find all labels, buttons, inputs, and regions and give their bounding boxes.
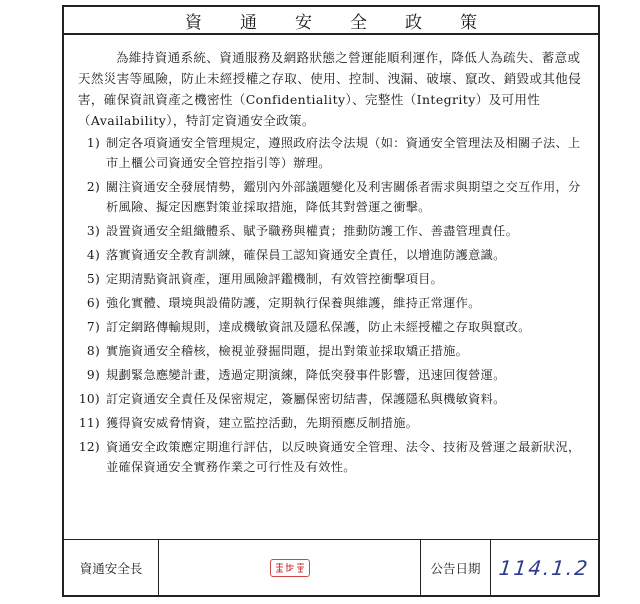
policy-item bbox=[74, 293, 589, 313]
policy-item bbox=[74, 341, 589, 361]
seal-stamp-glyphs bbox=[274, 562, 306, 573]
policy-item bbox=[74, 413, 589, 433]
policy-item-text: 強化實體、環境與設備防護，定期執行保養與維護，維持正常運作。 bbox=[106, 296, 481, 310]
policy-items bbox=[74, 133, 589, 481]
policy-document bbox=[62, 5, 600, 597]
policy-item-number: 10) bbox=[78, 392, 100, 406]
seal-stamp bbox=[270, 559, 310, 577]
policy-item-number: 3) bbox=[86, 224, 100, 238]
policy-item-number: 5) bbox=[86, 272, 100, 286]
policy-item-number: 1) bbox=[86, 136, 100, 150]
date-label: 公告日期 bbox=[430, 560, 481, 576]
document-title: 資通安全政策 bbox=[185, 12, 515, 33]
policy-item-text: 設置資通安全組織體系、賦予職務與權責；推動防護工作、善盡管理責任。 bbox=[106, 224, 519, 238]
policy-item-text: 制定各項資通安全管理規定，遵照政府法令法規（如：資通安全管理法及相關子法、上市上櫃公司資通安全管控指引等）辦理。 bbox=[106, 136, 581, 170]
officer-label-cell bbox=[64, 540, 159, 595]
policy-item-number: 6) bbox=[86, 296, 100, 310]
policy-item-text: 定期清點資訊資產，運用風險評鑑機制，有效管控衝擊項目。 bbox=[106, 272, 444, 286]
announcement-date: 114.1.2 bbox=[498, 555, 591, 580]
policy-body bbox=[64, 35, 598, 540]
policy-item bbox=[74, 133, 589, 173]
policy-item-text: 實施資通安全稽核，檢視並發掘問題，提出對策並採取矯正措施。 bbox=[106, 344, 469, 358]
policy-item-text: 落實資通安全教育訓練，確保員工認知資通安全責任，以增進防護意識。 bbox=[106, 248, 506, 262]
policy-item bbox=[74, 221, 589, 241]
intro-paragraph: 為維持資通系統、資通服務及網路狀態之營運能順利運作，降低人為疏失、蓄意或天然災害等風險，防止未經授權之存取、使用、控制、洩漏、破壞、竄改、銷毀或其他侵害，確保資訊資產之機密性（Confidentiality）、完整性（Integrity）及可用性（Availability），特訂定資通安全政策。 bbox=[78, 50, 582, 128]
policy-item-number: 11) bbox=[78, 416, 100, 430]
policy-item-number: 7) bbox=[86, 320, 100, 334]
policy-item-text: 獲得資安威脅情資，建立監控活動，先期預應反制措施。 bbox=[106, 416, 419, 430]
policy-item-text: 規劃緊急應變計畫，透過定期演練，降低突發事件影響，迅速回復營運。 bbox=[106, 368, 506, 382]
policy-item-number: 4) bbox=[86, 248, 100, 262]
policy-item-number: 2) bbox=[86, 180, 100, 194]
policy-item-text: 訂定網路傳輸規則，達成機敏資訊及隱私保護，防止未經授權之存取與竄改。 bbox=[106, 320, 531, 334]
date-label-cell bbox=[421, 540, 491, 595]
policy-item bbox=[74, 365, 589, 385]
policy-item bbox=[74, 389, 589, 409]
policy-item-text: 資通安全政策應定期進行評估，以反映資通安全管理、法令、技術及營運之最新狀況，並確保資通安全實務作業之可行性及有效性。 bbox=[106, 440, 581, 474]
signature-cell bbox=[159, 540, 421, 595]
policy-item bbox=[74, 317, 589, 337]
title-row bbox=[64, 7, 598, 35]
officer-label: 資通安全長 bbox=[79, 560, 143, 576]
policy-item-number: 9) bbox=[86, 368, 100, 382]
policy-item-text: 訂定資通安全責任及保密規定，簽屬保密切結書，保護隱私與機敏資料。 bbox=[106, 392, 506, 406]
date-cell bbox=[491, 540, 598, 595]
policy-item bbox=[74, 437, 589, 477]
policy-item bbox=[74, 245, 589, 265]
policy-item-number: 8) bbox=[86, 344, 100, 358]
policy-item-number: 12) bbox=[78, 440, 100, 454]
policy-item bbox=[74, 269, 589, 289]
signature-footer bbox=[64, 540, 598, 595]
policy-item bbox=[74, 177, 589, 217]
policy-item-text: 關注資通安全發展情勢，鑑別內外部議題變化及利害關係者需求與期望之交互作用，分析風險、擬定因應對策並採取措施，降低其對營運之衝擊。 bbox=[106, 180, 581, 214]
